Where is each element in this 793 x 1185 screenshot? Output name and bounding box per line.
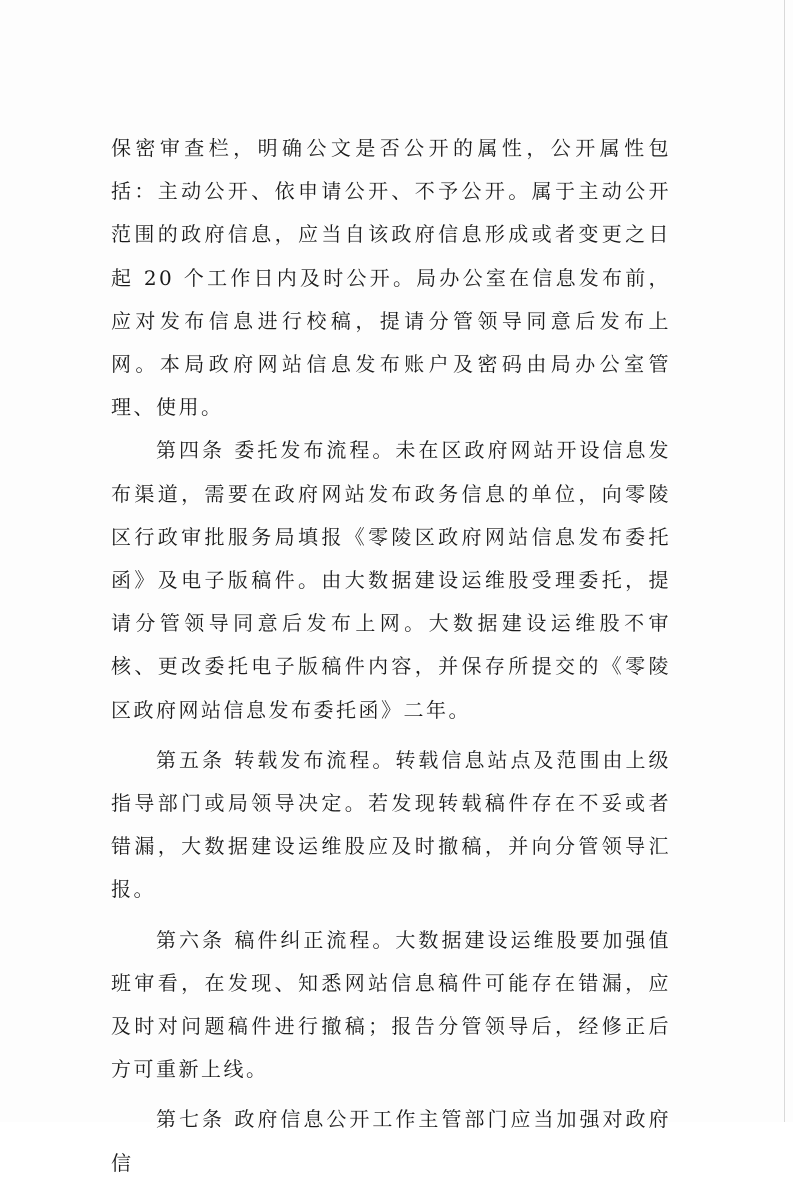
paragraph-article-6: 第六条 稿件纠正流程。大数据建设运维股要加强值班审看，在发现、知悉网站信息稿件可能存在错漏，应及时对问题稿件进行撤稿；报告分管领导后，经修正后方可重新上线。 <box>111 927 671 1082</box>
paragraph-article-7: 第七条 政府信息公开工作主管部门应当加强对政府信 <box>111 1107 671 1175</box>
paragraph-article-5: 第五条 转载发布流程。转载信息站点及范围由上级指导部门或局领导决定。若发现转载稿件存在不妥或者错漏，大数据建设运维股应及时撤稿，并向分管领导汇报。 <box>111 747 671 902</box>
page-edge-line <box>784 0 785 1122</box>
paragraph-continuation: 保密审查栏，明确公文是否公开的属性，公开属性包括：主动公开、依申请公开、不予公开。属于主动公开范围的政府信息，应当自该政府信息形成或者变更之日起 20 个工作日内及时公开。局办公室在信息发布前，应对发布信息进行校稿，提请分管领导同意后发布上网。本局政府网站信息发布账户及密码由局办公室管理、使用。 <box>111 136 671 420</box>
document-body <box>111 127 671 1185</box>
paragraph-article-4: 第四条 委托发布流程。未在区政府网站开设信息发布渠道，需要在政府网站发布政务信息的单位，向零陵区行政审批服务局填报《零陵区政府网站信息发布委托函》及电子版稿件。由大数据建设运维股受理委托，提请分管领导同意后发布上网。大数据建设运维股不审核、更改委托电子版稿件内容，并保存所提交的《零陵区政府网站信息发布委托函》二年。 <box>111 438 671 722</box>
